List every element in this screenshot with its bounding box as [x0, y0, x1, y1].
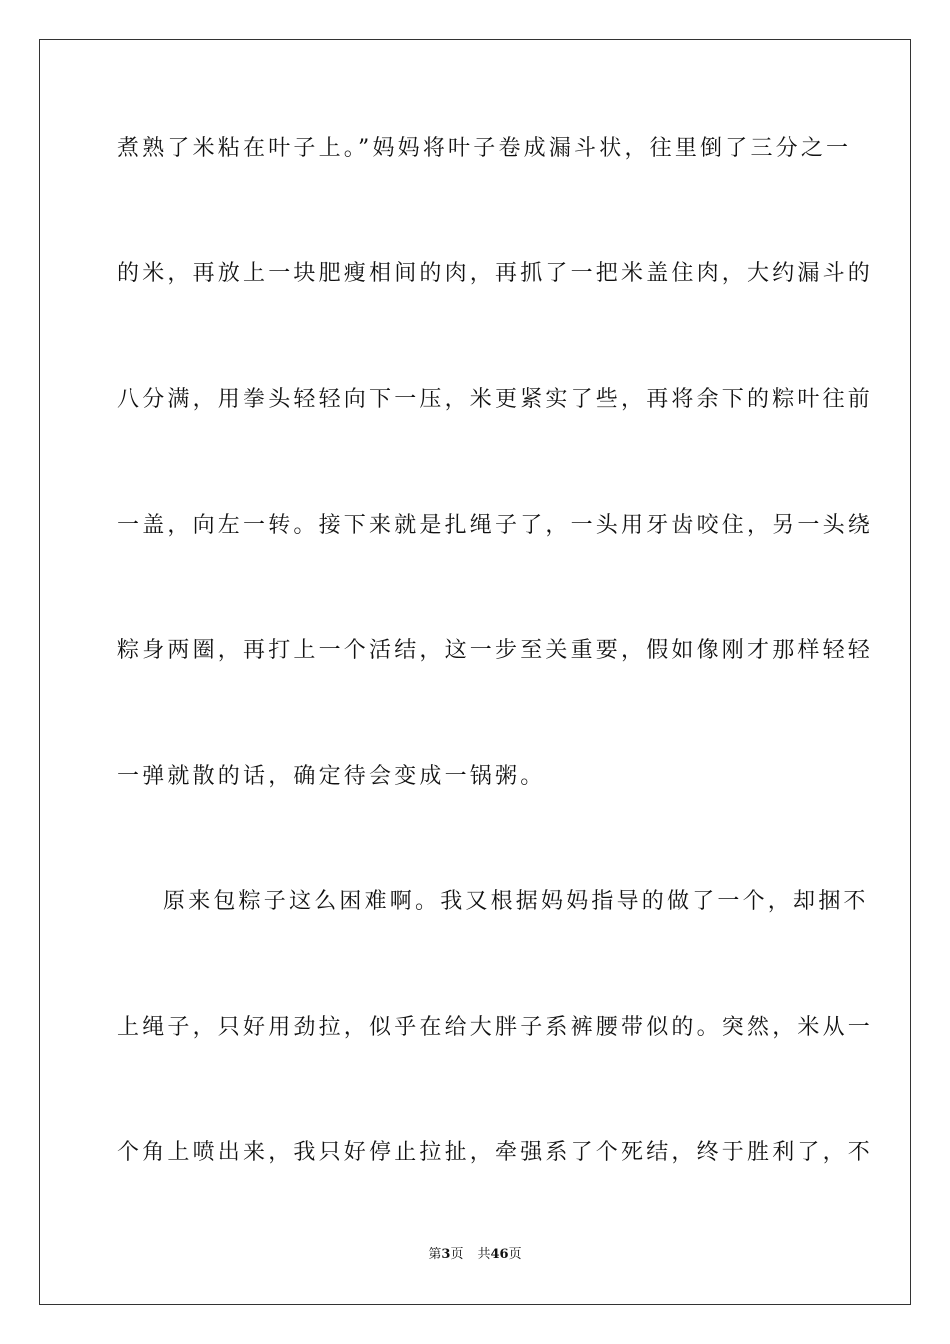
total-suffix: 页: [508, 1247, 522, 1262]
page-suffix: 页: [450, 1247, 464, 1262]
text-line: 一弹就散的话，确定待会变成一锅粥。: [117, 764, 546, 789]
text-line: 八分满，用拳头轻轻向下一压，米更紧实了些，再将余下的粽叶往前: [117, 387, 874, 412]
page-border: [39, 39, 911, 1305]
text-line: 一盖，向左一转。接下来就是扎绳子了，一头用牙齿咬住，另一头绕: [117, 513, 874, 538]
text-line: 个角上喷出来，我只好停止拉扯，牵强系了个死结，终于胜利了，不: [117, 1140, 874, 1165]
text-line: 的米，再放上一块肥瘦相间的肉，再抓了一把米盖住肉，大约漏斗的: [117, 261, 874, 286]
total-prefix: 共: [477, 1247, 491, 1262]
current-page-number: 3: [441, 1247, 451, 1262]
text-line: 煮熟了米粘在叶子上。”妈妈将叶子卷成漏斗状，往里倒了三分之一: [117, 136, 852, 161]
text-line: 上绳子，只好用劲拉，似乎在给大胖子系裤腰带似的。突然，米从一: [117, 1015, 874, 1040]
page-footer: [0, 1246, 950, 1264]
total-page-count: 46: [490, 1247, 509, 1262]
page-prefix: 第: [428, 1247, 442, 1262]
text-line: 粽身两圈，再打上一个活结，这一步至关重要，假如像刚才那样轻轻: [117, 638, 874, 663]
paragraph-first-line: 原来包粽子这么困难啊。我又根据妈妈指导的做了一个，却捆不: [163, 889, 869, 914]
